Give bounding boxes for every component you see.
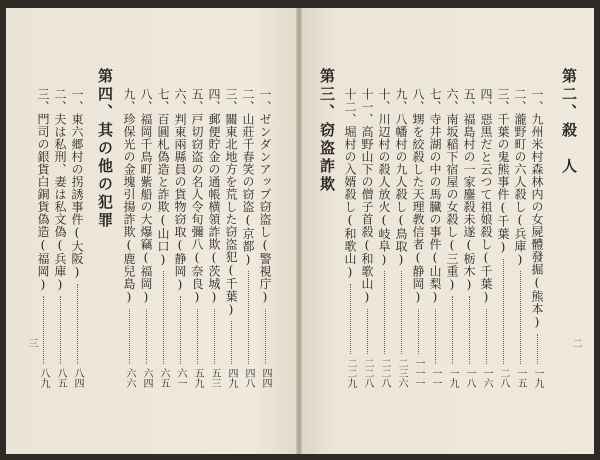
section-heading-theft-fraud: 第三、窃盗詐欺 [318, 68, 336, 194]
toc-entry: 七、寺井湖の中の馬臓の事件(山梨) 一一 [428, 88, 442, 388]
book-gutter [296, 8, 302, 454]
page-number-right: 二 [570, 338, 581, 348]
toc-entry: 一、東六郷村の拐誘事件(大阪) 八四 [70, 88, 84, 388]
toc-entry: 七、百圓札偽造と詐欺(山口) 六五 [156, 88, 170, 388]
toc-entry: 三、關東北地方を荒した窃盗犯(千葉) 四九 [224, 88, 238, 388]
toc-entry: 二、夫は私刑、妻は私文偽(兵庫) 八五 [53, 88, 67, 388]
toc-entry: 五、福島村の一家鏖殺未遂(栃木) 一八 [462, 88, 476, 388]
toc-entry: 九、八幡村の九人殺し(鳥取) 二三六 [394, 88, 408, 388]
page-number-left: 三 [26, 338, 37, 348]
toc-entry: 八、甥を絞殺した天理教信者(静岡) 一一一 [411, 88, 425, 388]
toc-entry: 六、判東兩縣員の貨物窃取(静岡) 六一 [173, 88, 187, 388]
toc-entry: 四、惡黒だと云つて祖娘殺し(千葉) 一六 [479, 88, 493, 388]
toc-entry: 八、福岡千鳥町紫船の大爆竊(福岡) 六四 [139, 88, 153, 388]
toc-entry: 一、ゼンダンアップ窃盗し(警視庁) 四四 [258, 88, 272, 388]
toc-entry: 一、九州米村森林内の女屍體發掘(熊本) 一九 [530, 88, 544, 388]
section-heading-other-crimes: 第四、其の他の犯罪 [96, 68, 114, 230]
toc-entry: 四、郵便貯金の通帳横領詐欺(茨城) 五三 [207, 88, 221, 388]
toc-entry: 五、戸切窃盗の名人令旬彌八(奈良) 五九 [190, 88, 204, 388]
toc-entry: 三、門司の銀貨白銅貨偽造(福岡) 八九 [36, 88, 50, 388]
toc-entry: 六、南坂稲下宿屋の女殺し(三重) 一九 [445, 88, 459, 388]
toc-entry: 十二、堀村の入婿殺し(和歌山) 二二九 [343, 88, 357, 388]
section-heading-murder: 第二、殺 人 [560, 68, 578, 176]
toc-entry: 十、川辺村の殺人放火(岐阜) 二二八 [377, 88, 391, 388]
toc-entry: 九、珍保光の金塊引揚詐欺(鹿兒島) 六六 [122, 88, 136, 388]
toc-entry: 十一、高野山下の僧子首殺(和歌山) 二二八 [360, 88, 374, 388]
toc-entry: 三、千葉の鬼熊事件(千葉) 二八 [496, 88, 510, 388]
toc-entry: 二、山莊千春笑の窃盗(京都) 四八 [241, 88, 255, 388]
toc-entry: 二、瀧野町の六人殺し(兵庫) 一五 [513, 88, 527, 388]
